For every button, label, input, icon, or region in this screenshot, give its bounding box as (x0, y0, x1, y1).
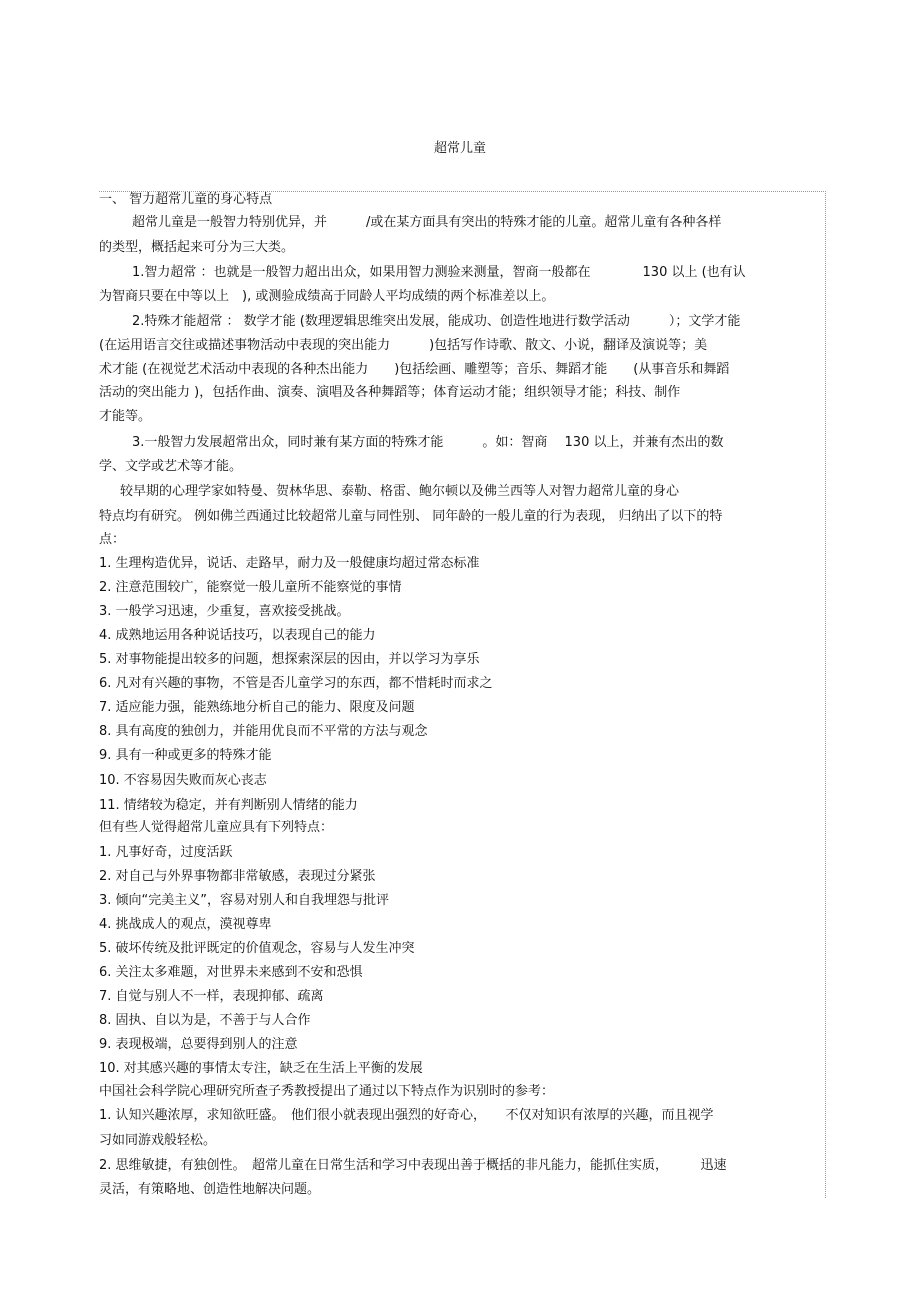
list-item: 7. 自觉与别人不一样，表现抑郁、疏离 (99, 989, 324, 1004)
list-item: 5. 破坏传统及批评既定的价值观念，容易与人发生冲突 (99, 941, 415, 956)
list-item: 6. 关注太多难题，对世界未来感到不安和恐惧 (99, 965, 363, 980)
list-item: 11. 情绪较为稳定，并有判断别人情绪的能力 (99, 798, 358, 813)
list-item: 5. 对事物能提出较多的问题，想探索深层的因由，并以学习为享乐 (99, 652, 480, 667)
list-item: 习如同游戏般轻松。 (99, 1133, 217, 1148)
list-item: 9. 具有一种或更多的特殊才能 (99, 748, 272, 763)
list-item: 2. 思维敏捷，有独创性。 超常儿童在日常生活和学习中表现出善于概括的非凡能力，能抓住实质， 迅速 (99, 1158, 727, 1173)
paragraph-line: 3.一般智力发展超常出众，同时兼有某方面的特殊才能 。如：智商 130 以上，并兼有杰出的数 (132, 435, 724, 450)
list-item: 1. 凡事好奇，过度活跃 (99, 845, 233, 860)
paragraph-line: 点： (99, 532, 126, 547)
paragraph-line: (在运用语言交往或描述事物活动中表现的突出能力 )包括写作诗歌、散文、小说，翻译及演说等；美 (99, 338, 708, 353)
paragraph-line: 术才能 (在视觉艺术活动中表现的各种杰出能力 )包括绘画、雕塑等；音乐、舞蹈才能 (从事音乐和舞蹈 (99, 362, 730, 377)
list-item: 6. 凡对有兴趣的事物，不管是否儿童学习的东西，都不惜耗时而求之 (99, 676, 493, 691)
list-item: 4. 挑战成人的观点，漠视尊卑 (99, 917, 272, 932)
paragraph-line: 2.特殊才能超常 ： 数学才能 (数理逻辑思维突出发展，能成功、创造性地进行数学活动 ）；文学才能 (132, 314, 741, 329)
paragraph-line: 中国社会科学院心理研究所查子秀教授提出了通过以下特点作为识别时的参考： (99, 1084, 555, 1099)
list-item: 灵活，有策略地、创造性地解决问题。 (99, 1182, 321, 1197)
list-item: 10. 不容易因失败而灰心丧志 (99, 773, 267, 788)
list-item: 3. 倾向“完美主义”，容易对别人和自我埋怨与批评 (99, 893, 390, 908)
list-item: 2. 注意范围较广，能察觉一般儿童所不能察觉的事情 (99, 580, 402, 595)
paragraph-line: 特点均有研究。 例如佛兰西通过比较超常儿童与同性别、 同年龄的一般儿童的行为表现， 归纳出了以下的特 (99, 509, 723, 524)
paragraph-line: 1.智力超常 ：也就是一般智力超出出众，如果用智力测验来测量，智商一般都在 130 以上 (也有认 (132, 265, 746, 280)
list-item: 8. 具有高度的独创力，并能用优良而不平常的方法与观念 (99, 724, 428, 739)
list-item: 7. 适应能力强，能熟练地分析自己的能力、限度及问题 (99, 700, 415, 715)
paragraph-line: 的类型，概括起来可分为三大类。 (99, 240, 295, 255)
list-item: 9. 表现极端，总要得到别人的注意 (99, 1037, 298, 1052)
paragraph-line: 才能等。 (99, 409, 152, 424)
list-item: 1. 生理构造优异，说话、走路早，耐力及一般健康均超过常态标准 (99, 556, 480, 571)
section-heading: 一、 智力超常儿童的身心特点 (99, 192, 273, 207)
page-title: 超常儿童 (433, 141, 486, 156)
paragraph-line: 超常儿童是一般智力特别优异，并 /或在某方面具有突出的特殊才能的儿童。超常儿童有各种各样 (132, 215, 722, 230)
paragraph-line: 活动的突出能力 )，包括作曲、演奏、演唱及各种舞蹈等；体育运动才能；组织领导才能；科技、制作 (99, 385, 681, 400)
paragraph-line: 较早期的心理学家如特曼、贺林华思、泰勒、格雷、鲍尔顿以及佛兰西等人对智力超常儿童的身心 (120, 484, 680, 499)
list-item: 8. 固执、自以为是，不善于与人合作 (99, 1013, 311, 1028)
list-item: 4. 成熟地运用各种说话技巧，以表现自己的能力 (99, 628, 376, 643)
paragraph-line: 学、文学或艺术等才能。 (99, 459, 243, 474)
list-item: 1. 认知兴趣浓厚，求知欲旺盛。 他们很小就表现出强烈的好奇心， 不仅对知识有浓厚的兴趣，而且视学 (99, 1108, 714, 1123)
list-item: 2. 对自己与外界事物都非常敏感，表现过分紧张 (99, 869, 376, 884)
paragraph-line: 但有些人觉得超常儿童应具有下列特点： (99, 820, 334, 835)
paragraph-line: 为智商只要在中等以上 ), 或测验成绩高于同龄人平均成绩的两个标准差以上。 (99, 289, 555, 304)
list-item: 3. 一般学习迅速，少重复，喜欢接受挑战。 (99, 604, 350, 619)
list-item: 10. 对其感兴趣的事情太专注，缺乏在生活上平衡的发展 (99, 1061, 423, 1076)
